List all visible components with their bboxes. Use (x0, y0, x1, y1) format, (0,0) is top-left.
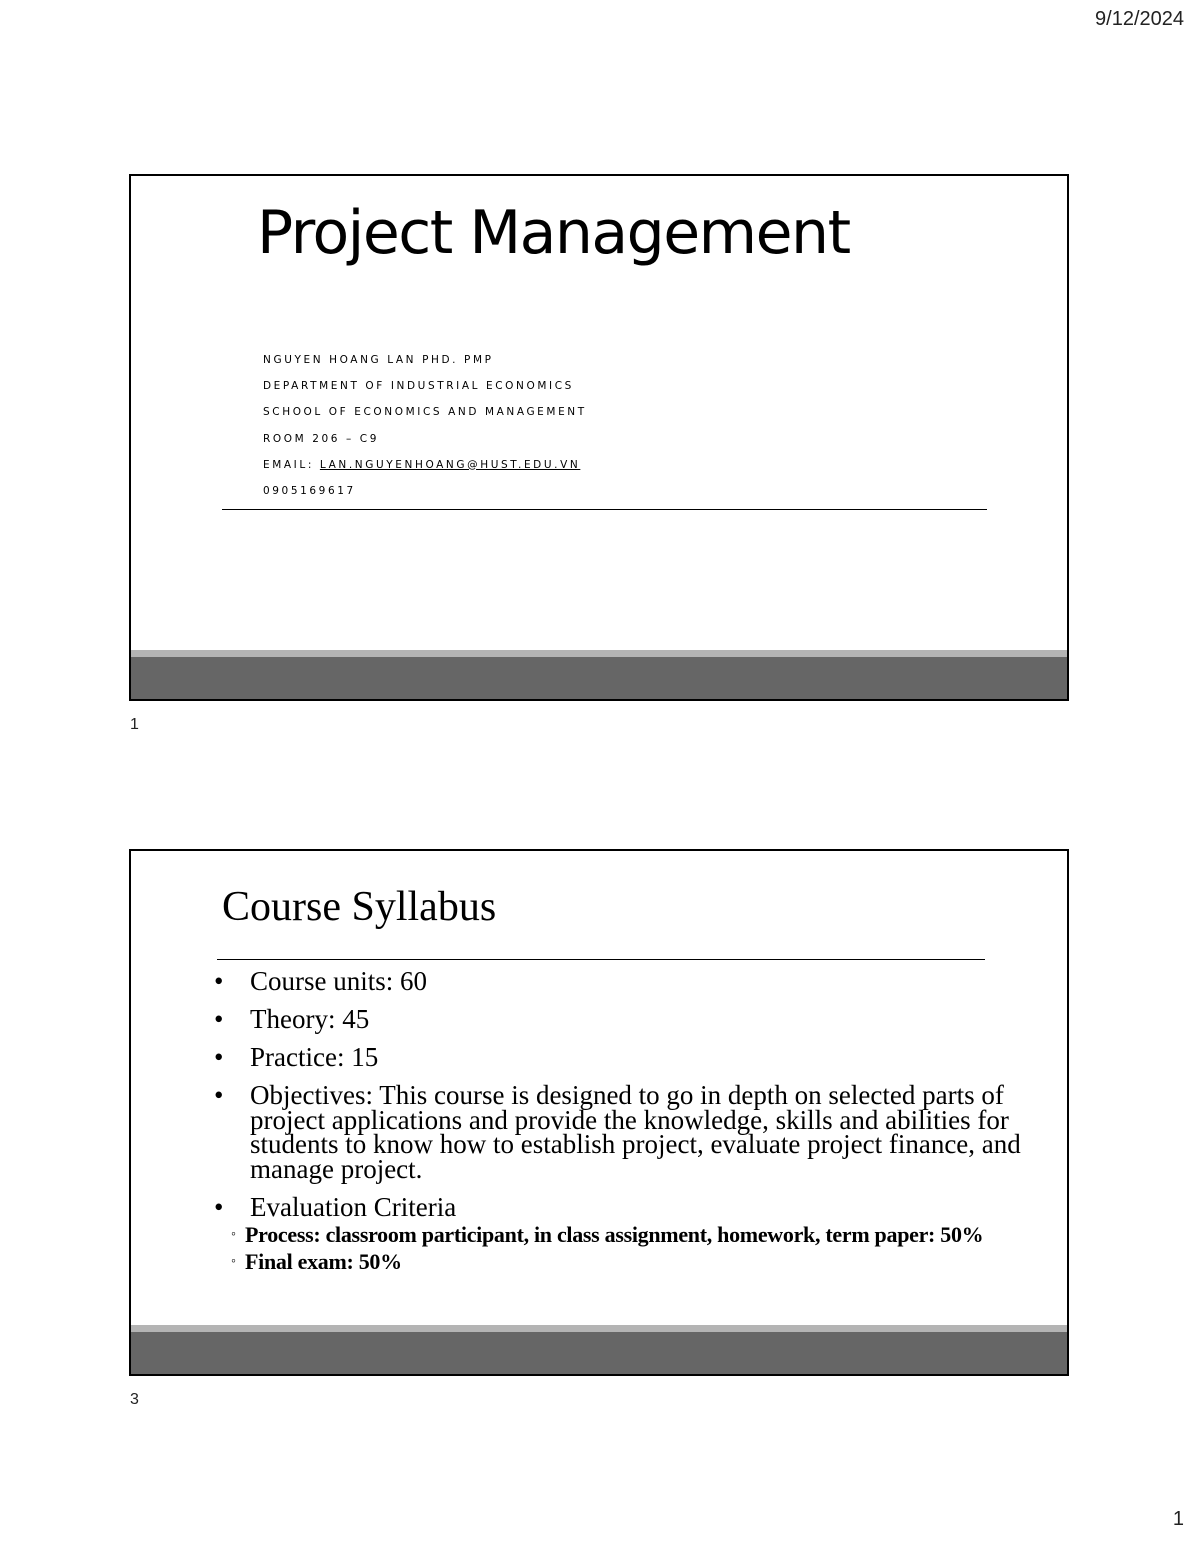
divider-line (222, 509, 987, 510)
slide-title: Project Management (257, 198, 850, 268)
email-label: EMAIL: (263, 458, 320, 471)
slide-footer-bar (131, 1325, 1067, 1374)
sub-list-item-text: Final exam: 50% (245, 1249, 402, 1274)
list-item (211, 1042, 1041, 1072)
list-item-text: Course units: 60 (250, 966, 428, 996)
sub-list (231, 1222, 1041, 1274)
bullet-icon: • (214, 1042, 224, 1072)
list-item-text: Practice: 15 (250, 1042, 379, 1072)
divider-line (217, 959, 985, 960)
list-item (211, 966, 1041, 996)
slide-number: 3 (130, 1391, 139, 1408)
list-item (211, 1004, 1041, 1034)
page-number: 1 (1172, 1508, 1184, 1530)
list-item-text: Theory: 45 (250, 1004, 370, 1034)
sub-list-item (231, 1249, 1041, 1274)
department: DEPARTMENT OF INDUSTRIAL ECONOMICS (263, 380, 574, 393)
sub-list-item-text: Process: classroom participant, in class assignment, homework, term paper: 50% (245, 1222, 984, 1247)
school: SCHOOL OF ECONOMICS AND MANAGEMENT (263, 406, 587, 419)
circle-bullet-icon: ◦ (231, 1254, 236, 1269)
slide-number: 1 (130, 716, 139, 733)
bullet-icon: • (214, 1191, 224, 1222)
slide-footer-bar (131, 650, 1067, 699)
circle-bullet-icon: ◦ (231, 1227, 236, 1242)
slide-title: Course Syllabus (222, 884, 497, 930)
presenter-details (263, 352, 587, 509)
bullet-icon: • (214, 1004, 224, 1034)
room: ROOM 206 – C9 (263, 432, 380, 445)
print-date: 9/12/2024 (1095, 8, 1184, 30)
phone: 0905169617 (263, 484, 356, 497)
presenter-name: NGUYEN HOANG LAN PHD. PMP (263, 354, 494, 366)
list-item-text: Objectives: This course is designed to go in depth on selected parts of project applications and provide the knowledge, skills and abilities for students to know how to establish project, evaluate project finance, and manage project. (250, 1080, 1021, 1184)
syllabus-list (211, 966, 1041, 1286)
email-link[interactable]: LAN.NGUYENHOANG@HUST.EDU.VN (319, 458, 581, 471)
list-item-text: Evaluation Criteria (250, 1191, 457, 1222)
list-item (211, 1191, 1041, 1274)
slide-3 (129, 849, 1069, 1376)
bullet-icon: • (214, 966, 224, 996)
list-item (211, 1080, 1041, 1184)
slide-1 (129, 174, 1069, 701)
bullet-icon: • (214, 1080, 224, 1110)
sub-list-item (231, 1222, 1041, 1247)
email-line (263, 457, 587, 483)
